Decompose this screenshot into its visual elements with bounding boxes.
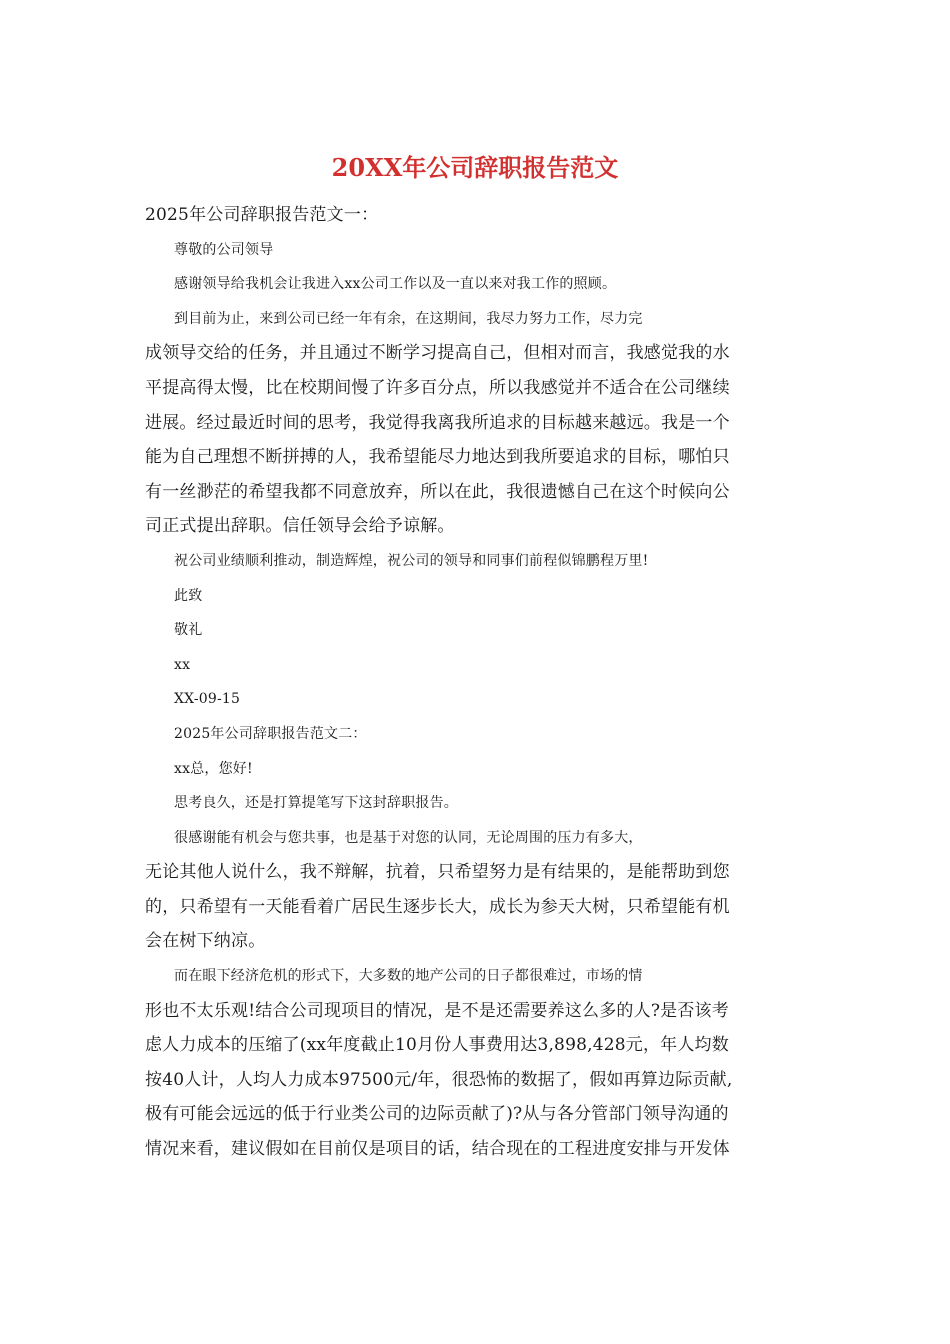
document-body	[145, 198, 820, 1167]
text-line: 2025年公司辞职报告范文一：	[145, 205, 379, 225]
text-line: 敬礼	[174, 622, 203, 639]
text-line: 成领导交给的任务，并且通过不断学习提高自己，但相对而言，我感觉我的水	[145, 343, 730, 364]
text-line: 而在眼下经济危机的形式下，大多数的地产公司的日子都很难过，市场的情	[174, 968, 643, 985]
text-line: 很感谢能有机会与您共事，也是基于对您的认同，无论周围的压力有多大，	[174, 829, 643, 846]
text-line: 有一丝渺茫的希望我都不同意放弃，所以在此，我很遗憾自己在这个时候向公	[145, 481, 730, 502]
text-line: 会在树下纳凉。	[145, 931, 266, 952]
text-line: 尊敬的公司领导	[174, 241, 274, 258]
text-line: 情况来看，建议假如在目前仅是项目的话，结合现在的工程进度安排与开发体	[145, 1139, 730, 1160]
text-line: 形也不太乐观!结合公司现项目的情况，是不是还需要养这么多的人?是否该考	[145, 1000, 729, 1021]
text-line: XX-09-15	[174, 691, 241, 708]
text-line: 能为自己理想不断拼搏的人，我希望能尽力地达到我所要追求的目标，哪怕只	[145, 447, 730, 468]
text-line: xx总，您好!	[174, 760, 253, 777]
text-line: 到目前为止，来到公司已经一年有余，在这期间，我尽力努力工作，尽力完	[174, 310, 643, 327]
document-title: 20XX年公司辞职报告范文	[331, 153, 619, 182]
text-line: 进展。经过最近时间的思考，我觉得我离我所追求的目标越来越远。我是一个	[145, 412, 730, 433]
text-line: 思考良久，还是打算提笔写下这封辞职报告。	[174, 795, 458, 812]
text-line: 的，只希望有一天能看着广居民生逐步长大，成长为参天大树，只希望能有机	[145, 896, 730, 917]
text-line: 虑人力成本的压缩了(xx年度截止10月份人事费用达3,898,428元，年人均数	[145, 1035, 729, 1056]
text-line: 司正式提出辞职。信任领导会给予谅解。	[145, 516, 455, 537]
text-line: 平提高得太慢，比在校期间慢了许多百分点，所以我感觉并不适合在公司继续	[145, 377, 730, 398]
text-line: 感谢领导给我机会让我进入xx公司工作以及一直以来对我工作的照顾。	[174, 276, 617, 293]
text-line: 祝公司业绩顺利推动，制造辉煌，祝公司的领导和同事们前程似锦鹏程万里!	[174, 552, 649, 569]
text-line: 无论其他人说什么，我不辩解，抗着，只希望努力是有结果的，是能帮助到您	[145, 862, 730, 883]
text-line: 极有可能会远远的低于行业类公司的边际贡献了)?从与各分管部门领导沟通的	[145, 1104, 729, 1125]
text-line: xx	[174, 656, 191, 673]
text-line: 按40人计，人均人力成本97500元/年，很恐怖的数据了，假如再算边际贡献,	[145, 1069, 733, 1090]
text-line: 2025年公司辞职报告范文二：	[174, 725, 367, 742]
text-line: 此致	[174, 587, 203, 604]
